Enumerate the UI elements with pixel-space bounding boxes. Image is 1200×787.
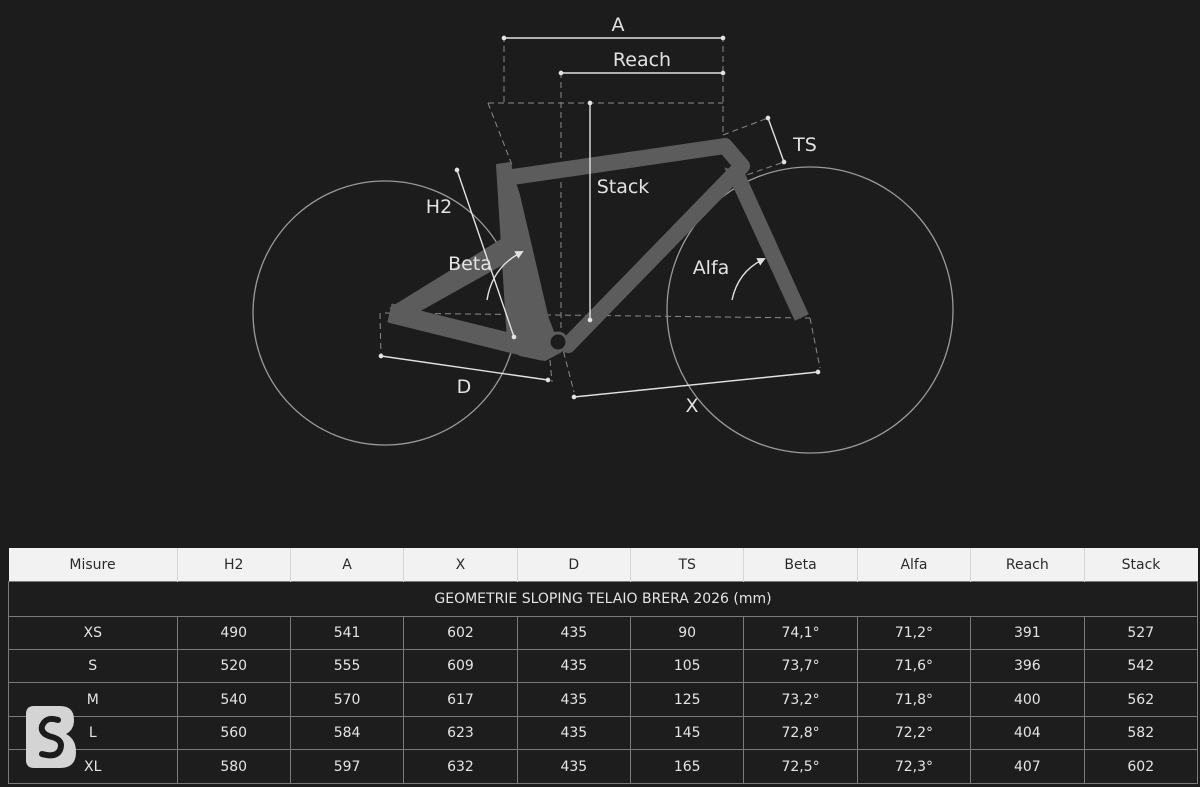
- reach-label: Reach: [612, 49, 672, 71]
- table-cell: 617: [404, 683, 517, 716]
- table-cell: 73,2°: [744, 683, 857, 716]
- table-cell: 527: [1084, 616, 1198, 649]
- table-cell: 560: [177, 716, 290, 749]
- table-cell: 105: [631, 649, 744, 682]
- table-cell: 125: [631, 683, 744, 716]
- table-cell: 520: [177, 649, 290, 682]
- table-cell: 435: [517, 716, 630, 749]
- table-subtitle-row: [9, 582, 1198, 617]
- table-cell: 165: [631, 750, 744, 784]
- table-subtitle: GEOMETRIE SLOPING TELAIO BRERA 2026 (mm): [9, 582, 1198, 617]
- header-alfa: Alfa: [857, 548, 970, 582]
- header-misure: Misure: [9, 548, 178, 582]
- table-cell: 540: [177, 683, 290, 716]
- table-cell: 72,5°: [744, 750, 857, 784]
- table-cell: 71,6°: [857, 649, 970, 682]
- header-x: X: [404, 548, 517, 582]
- table-cell: 145: [631, 716, 744, 749]
- table-row: [9, 649, 1198, 682]
- table-cell: 72,2°: [857, 716, 970, 749]
- ts-label: TS: [793, 134, 817, 156]
- table-cell: 404: [971, 716, 1084, 749]
- stack-label: Stack: [596, 176, 650, 198]
- table-cell: 632: [404, 750, 517, 784]
- header-h2: H2: [177, 548, 290, 582]
- table-cell: 597: [290, 750, 403, 784]
- header-reach: Reach: [971, 548, 1084, 582]
- size-cell: S: [9, 649, 178, 682]
- brand-logo-icon: [24, 704, 78, 770]
- table-cell: 391: [971, 616, 1084, 649]
- table-cell: 562: [1084, 683, 1198, 716]
- table-cell: 435: [517, 683, 630, 716]
- geometry-table: [8, 548, 1198, 784]
- header-a: A: [290, 548, 403, 582]
- size-cell: L: [9, 716, 178, 749]
- table-cell: 602: [404, 616, 517, 649]
- table-cell: 407: [971, 750, 1084, 784]
- table-cell: 74,1°: [744, 616, 857, 649]
- alfa-label: Alfa: [692, 257, 730, 279]
- table-cell: 542: [1084, 649, 1198, 682]
- table-cell: 580: [177, 750, 290, 784]
- alfa-angle-arc: [732, 260, 762, 300]
- table-cell: 602: [1084, 750, 1198, 784]
- table-row: [9, 716, 1198, 749]
- table-cell: 490: [177, 616, 290, 649]
- table-cell: 435: [517, 616, 630, 649]
- ts-dimension-line: [768, 118, 784, 162]
- table-cell: 541: [290, 616, 403, 649]
- a-label: A: [611, 14, 625, 36]
- table-header-row: [9, 548, 1198, 582]
- table-cell: 72,3°: [857, 750, 970, 784]
- table-cell: 400: [971, 683, 1084, 716]
- header-beta: Beta: [744, 548, 857, 582]
- x-label: X: [685, 395, 699, 417]
- table-cell: 555: [290, 649, 403, 682]
- table-cell: 71,8°: [857, 683, 970, 716]
- table-row: [9, 750, 1198, 784]
- table-cell: 435: [517, 750, 630, 784]
- size-cell: XL: [9, 750, 178, 784]
- beta-label: Beta: [448, 253, 492, 275]
- table-cell: 582: [1084, 716, 1198, 749]
- table-cell: 71,2°: [857, 616, 970, 649]
- table-cell: 73,7°: [744, 649, 857, 682]
- size-cell: XS: [9, 616, 178, 649]
- table-cell: 623: [404, 716, 517, 749]
- table-cell: 609: [404, 649, 517, 682]
- h2-label: H2: [425, 196, 453, 218]
- header-ts: TS: [631, 548, 744, 582]
- table-row: [9, 616, 1198, 649]
- table-row: [9, 683, 1198, 716]
- x-dimension-line: [574, 372, 818, 397]
- d-label: D: [456, 376, 472, 398]
- table-cell: 584: [290, 716, 403, 749]
- table-cell: 435: [517, 649, 630, 682]
- table-cell: 570: [290, 683, 403, 716]
- table-cell: 396: [971, 649, 1084, 682]
- table-cell: 72,8°: [744, 716, 857, 749]
- header-d: D: [517, 548, 630, 582]
- table-cell: 90: [631, 616, 744, 649]
- size-cell: M: [9, 683, 178, 716]
- header-stack: Stack: [1084, 548, 1198, 582]
